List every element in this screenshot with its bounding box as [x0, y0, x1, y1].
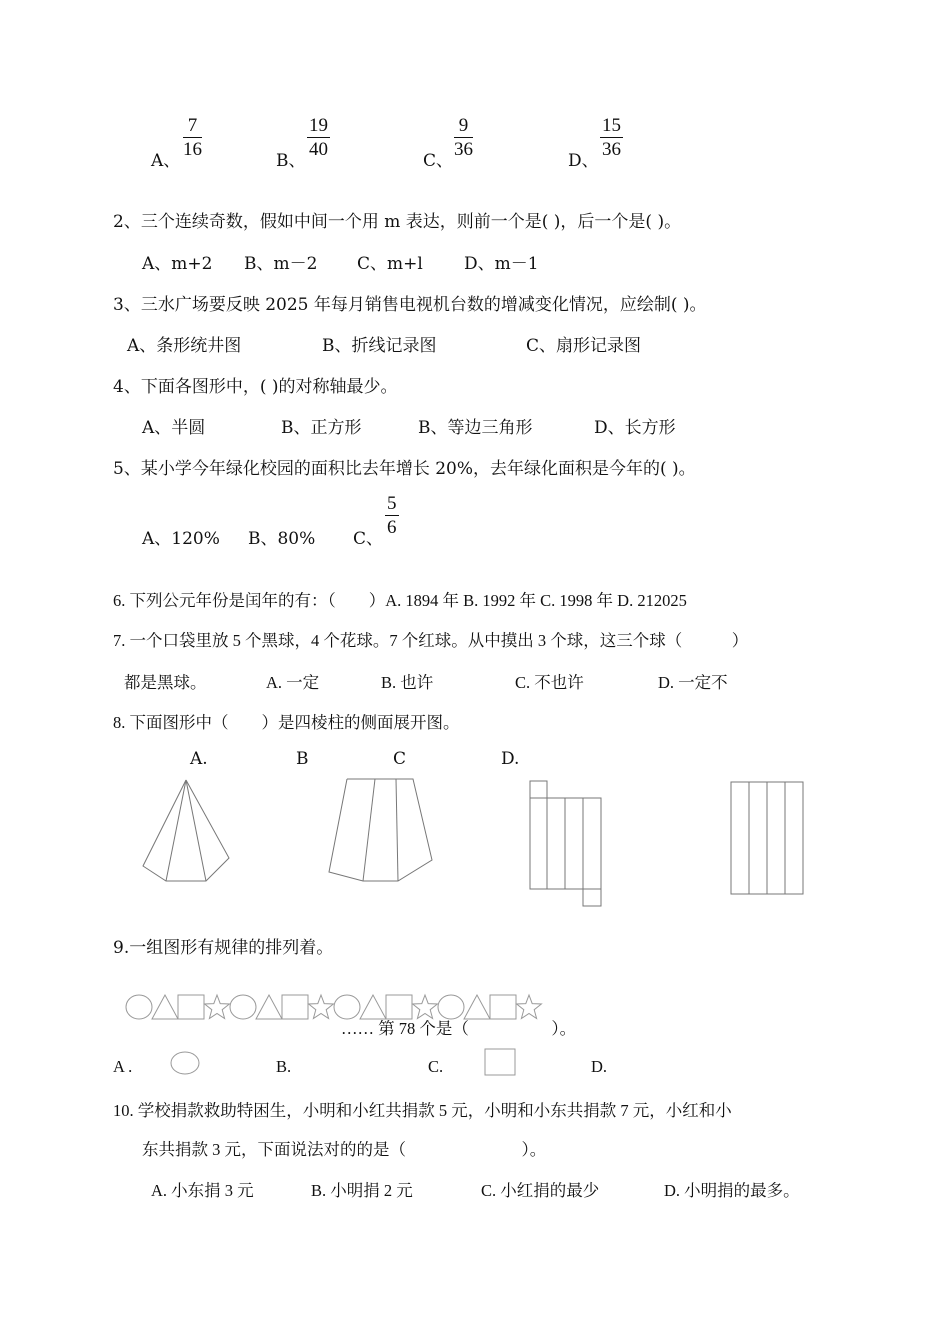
q4-option-d: D、长方形: [594, 418, 676, 438]
q4-stem: 4、下面各图形中，( )的对称轴最少。: [113, 377, 398, 397]
pattern-triangle-icon: [256, 995, 282, 1019]
q8-stem: 8. 下面图形中（ ）是四棱柱的侧面展开图。: [113, 713, 460, 732]
q2-option-c: C、m+l: [357, 254, 423, 274]
q10-option-b: B. 小明捐 2 元: [311, 1181, 413, 1200]
q9-question: …… 第 78 个是（ ）。: [341, 1019, 577, 1038]
q8-figure-d-rectangles: [730, 781, 805, 896]
q8-label-c: C: [393, 749, 407, 769]
q2-option-a: A、m+2: [142, 254, 213, 274]
q5-option-b: B、80%: [248, 529, 316, 549]
q7-stem: 7. 一个口袋里放 5 个黑球，4 个花球。7 个红球。从中摸出 3 个球，这三个球（ ）: [113, 631, 749, 650]
pattern-star-icon: [309, 995, 334, 1019]
q1-option-d-label: D、: [568, 151, 599, 171]
pattern-square-icon: [282, 995, 308, 1019]
q7-stem-continued: 都是黑球。: [124, 673, 207, 692]
q2-option-d: D、m－1: [464, 254, 539, 274]
fraction-numerator: 9: [454, 116, 473, 138]
q8-figure-c-net: [529, 780, 603, 908]
q1-option-c-label: C、: [423, 151, 454, 171]
q5-option-c-fraction: [385, 494, 399, 537]
fraction-numerator: 5: [387, 493, 397, 514]
q8-label-a: A.: [190, 749, 208, 769]
q9-option-c: C.: [428, 1057, 444, 1076]
q9-stem: 9.一组图形有规律的排列着。: [113, 938, 334, 958]
q1-option-a-label: A、: [151, 151, 181, 171]
q6-stem: 6. 下列公元年份是闰年的有：（ ）A. 1894 年 B. 1992 年 C. 1998 年 D. 212025: [113, 591, 687, 610]
q8-label-d: D.: [501, 749, 520, 769]
fraction-numerator: 15: [602, 115, 621, 136]
q7-option-b: B. 也许: [381, 673, 434, 692]
q10-option-d: D. 小明捐的最多。: [664, 1181, 800, 1200]
pattern-square-icon: [178, 995, 204, 1019]
q10-stem: 10. 学校捐款救助特困生，小明和小红共捐款 5 元，小明和小东共捐款 7 元，小红和小: [113, 1101, 732, 1120]
fraction-denominator: 40: [309, 139, 328, 160]
q1-option-a-fraction: [183, 116, 202, 159]
fraction-denominator: 6: [387, 517, 397, 538]
q5-stem: 5、某小学今年绿化校园的面积比去年增长 20%，去年绿化面积是今年的( )。: [113, 459, 696, 479]
q8-figure-a-pyramid: [140, 778, 232, 884]
q9-option-a: A .: [113, 1057, 133, 1076]
q10-stem-continued: 东共捐款 3 元，下面说法对的的是（ ）。: [142, 1140, 547, 1159]
q3-option-b: B、折线记录图: [322, 336, 437, 356]
q4-option-b2: B、等边三角形: [418, 418, 533, 438]
q8-label-b: B: [296, 749, 309, 769]
q1-option-b-fraction: [307, 116, 330, 159]
q9-option-b: B.: [276, 1057, 292, 1076]
fraction-denominator: 36: [602, 139, 621, 160]
q10-option-c: C. 小红捐的最少: [481, 1181, 600, 1200]
q1-option-c-fraction: [454, 116, 473, 159]
fraction-numerator: 7: [183, 116, 202, 138]
q7-option-d: D. 一定不: [658, 673, 728, 692]
fraction-denominator: 16: [183, 139, 202, 160]
q9-option-a-circle-icon: [170, 1050, 202, 1076]
pattern-star-icon: [205, 995, 230, 1019]
pattern-circle-icon: [126, 995, 152, 1019]
q5-option-c: C、: [353, 529, 384, 549]
q4-option-b: B、正方形: [281, 418, 362, 438]
q8-figure-b-frustum: [328, 778, 434, 884]
q3-stem: 3、三水广场要反映 2025 年每月销售电视机台数的增减变化情况，应绘制( )。: [113, 295, 707, 315]
q3-option-a: A、条形统井图: [127, 336, 242, 356]
fraction-denominator: 36: [454, 139, 473, 160]
q7-option-c: C. 不也许: [515, 673, 584, 692]
q5-option-a: A、120%: [142, 529, 220, 549]
q4-option-a: A、半圆: [142, 418, 206, 438]
pattern-circle-icon: [230, 995, 256, 1019]
q2-stem: 2、三个连续奇数，假如中间一个用 m 表达，则前一个是( )，后一个是( )。: [113, 212, 682, 232]
q1-option-b-label: B、: [276, 151, 306, 171]
pattern-triangle-icon: [152, 995, 178, 1019]
q9-option-d: D.: [591, 1057, 608, 1076]
q2-option-b: B、m－2: [244, 254, 318, 274]
q7-option-a: A. 一定: [266, 673, 320, 692]
q3-option-c: C、扇形记录图: [526, 336, 642, 356]
q9-option-c-square-icon: [484, 1048, 518, 1078]
fraction-numerator: 19: [309, 115, 328, 136]
q10-option-a: A. 小东捐 3 元: [151, 1181, 254, 1200]
q1-option-d-fraction: [600, 116, 623, 159]
